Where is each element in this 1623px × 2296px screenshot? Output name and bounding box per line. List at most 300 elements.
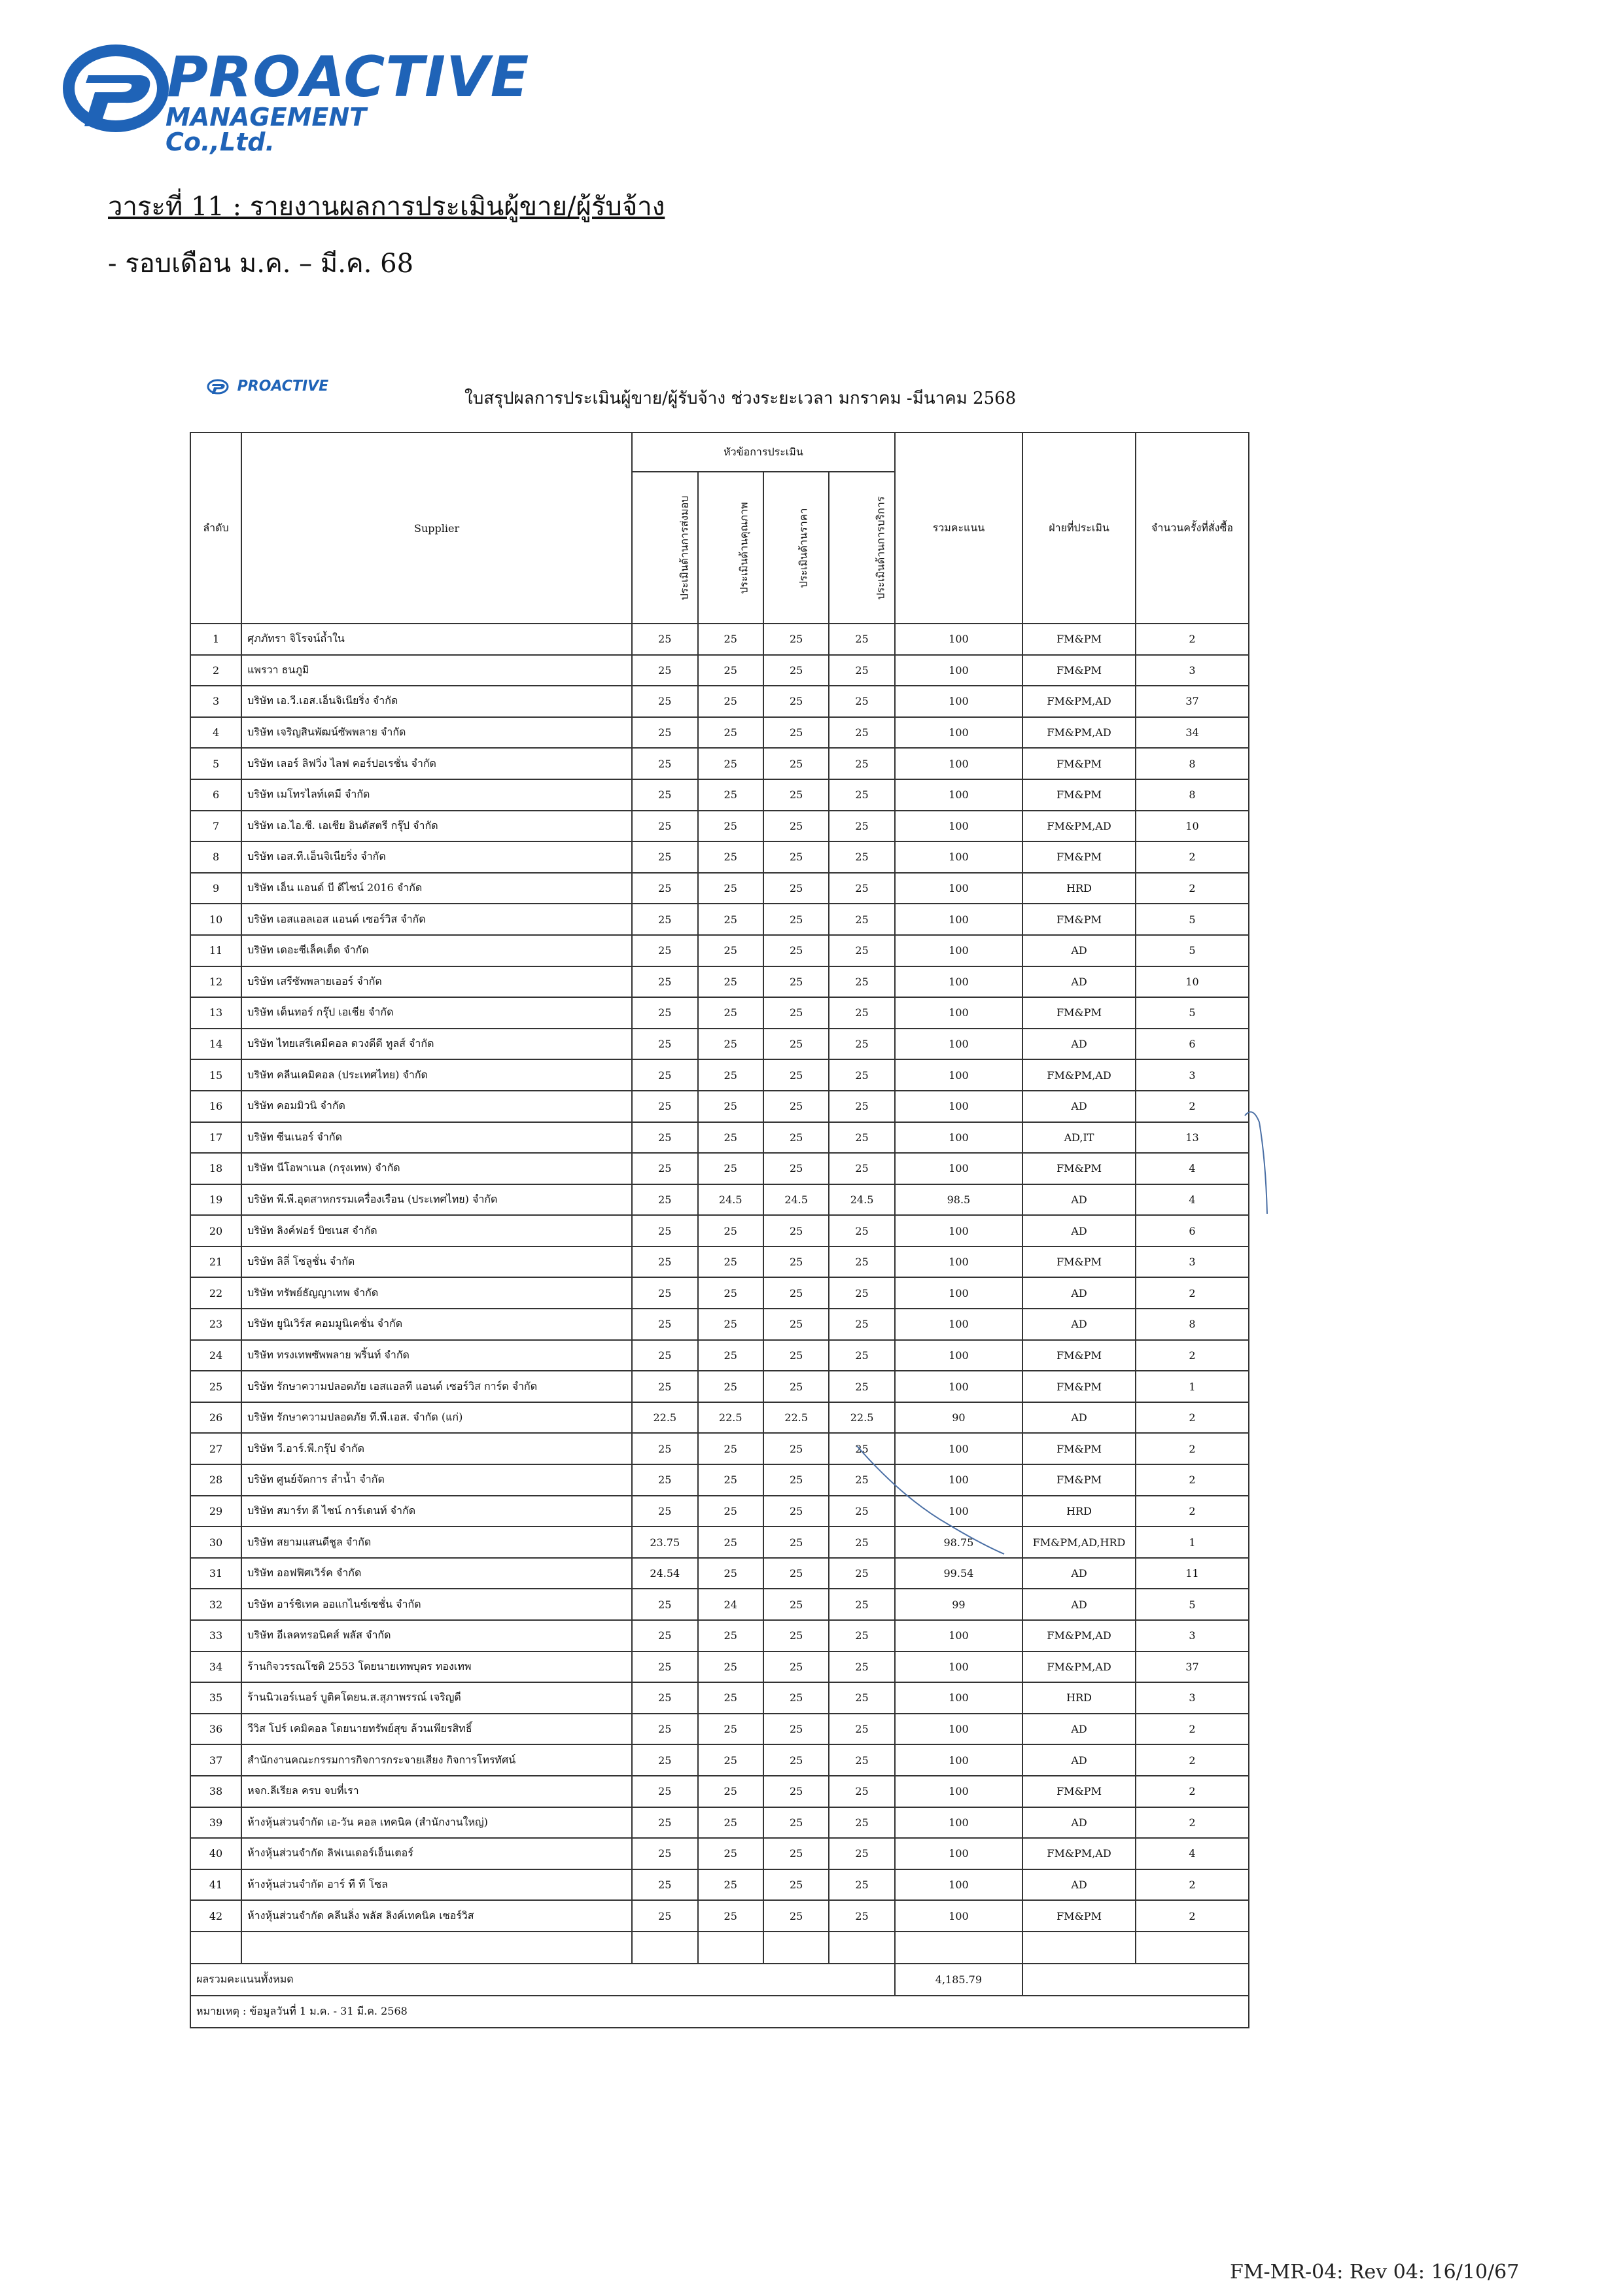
table-row [190, 904, 1249, 935]
row-score-price: 25 [763, 873, 829, 904]
row-department: AD [1022, 1402, 1136, 1434]
row-score-quality: 25 [698, 935, 763, 966]
table-row [190, 1153, 1249, 1184]
row-supplier: บริษัท ศูนย์จัดการ ลำน้ำ จำกัด [241, 1464, 632, 1496]
row-score-delivery: 25 [632, 1838, 697, 1869]
row-score-quality: 25 [698, 1246, 763, 1278]
row-total: 100 [895, 1744, 1022, 1776]
row-orders: 1 [1136, 1371, 1249, 1402]
row-no: 11 [190, 935, 241, 966]
row-orders: 8 [1136, 1309, 1249, 1340]
row-department: FM&PM,AD [1022, 1620, 1136, 1651]
row-orders: 37 [1136, 1651, 1249, 1683]
row-score-price: 25 [763, 1371, 829, 1402]
row-score-delivery: 25 [632, 1153, 697, 1184]
row-score-price: 25 [763, 1153, 829, 1184]
row-orders: 2 [1136, 873, 1249, 904]
row-score-service: 25 [829, 686, 894, 717]
criteria-label-quality: ประเมินด้านคุณภาพ [737, 501, 750, 594]
row-total: 100 [895, 1059, 1022, 1091]
row-no: 27 [190, 1433, 241, 1464]
row-department: FM&PM [1022, 1900, 1136, 1932]
row-score-service: 25 [829, 1153, 894, 1184]
row-orders: 8 [1136, 748, 1249, 779]
row-no: 12 [190, 966, 241, 998]
blank-cell [241, 1932, 632, 1964]
row-score-delivery: 25 [632, 811, 697, 842]
row-score-service: 25 [829, 1309, 894, 1340]
row-no: 40 [190, 1838, 241, 1869]
row-supplier: บริษัท เอสแอลเอส แอนด์ เซอร์วิส จำกัด [241, 904, 632, 935]
table-row [190, 1869, 1249, 1901]
row-score-price: 25 [763, 1464, 829, 1496]
criteria-label-price: ประเมินด้านราคา [797, 508, 810, 588]
row-department: AD,IT [1022, 1122, 1136, 1154]
row-score-quality: 25 [698, 1277, 763, 1309]
table-row [190, 748, 1249, 779]
row-supplier: บริษัท ทรงเทพซัพพลาย พริ้นท์ จำกัด [241, 1340, 632, 1371]
row-score-delivery: 25 [632, 1651, 697, 1683]
agenda-title: วาระที่ 11 : รายงานผลการประเมินผู้ขาย/ผู้รับจ้าง [108, 192, 665, 222]
row-score-delivery: 25 [632, 1309, 697, 1340]
row-supplier: บริษัท นีโอพาเนล (กรุงเทพ) จำกัด [241, 1153, 632, 1184]
row-score-price: 25 [763, 1340, 829, 1371]
row-score-quality: 25 [698, 1496, 763, 1527]
row-no: 35 [190, 1682, 241, 1714]
row-supplier: หจก.ลีเรียล ครบ จบที่เรา [241, 1776, 632, 1807]
row-score-delivery: 25 [632, 1496, 697, 1527]
row-score-delivery: 25 [632, 1464, 697, 1496]
row-department: FM&PM [1022, 904, 1136, 935]
row-score-price: 25 [763, 966, 829, 998]
row-orders: 4 [1136, 1184, 1249, 1216]
row-score-quality: 25 [698, 1059, 763, 1091]
row-score-delivery: 25 [632, 1776, 697, 1807]
row-orders: 2 [1136, 1340, 1249, 1371]
sheet-header [190, 373, 1249, 429]
table-row [190, 1589, 1249, 1620]
summary-section [190, 1932, 1249, 2028]
row-orders: 8 [1136, 779, 1249, 811]
row-score-quality: 25 [698, 1091, 763, 1122]
row-score-price: 25 [763, 1807, 829, 1839]
table-row [190, 1433, 1249, 1464]
row-supplier: บริษัท ออฟฟิศเวิร์ค จำกัด [241, 1558, 632, 1589]
row-orders: 10 [1136, 811, 1249, 842]
row-score-quality: 25 [698, 1807, 763, 1839]
row-score-delivery: 25 [632, 748, 697, 779]
row-department: FM&PM,AD,HRD [1022, 1527, 1136, 1558]
row-supplier: บริษัท เอส.ที.เอ็นจิเนียริ่ง จำกัด [241, 841, 632, 873]
row-orders: 3 [1136, 1620, 1249, 1651]
row-score-price: 25 [763, 1091, 829, 1122]
row-score-quality: 25 [698, 1371, 763, 1402]
row-supplier: บริษัท ไทยเสรีเคมีคอล ดวงดีดี ทูลส์ จำกัด [241, 1029, 632, 1060]
evaluation-table [190, 432, 1249, 2028]
row-score-service: 25 [829, 748, 894, 779]
row-no: 3 [190, 686, 241, 717]
table-row [190, 1340, 1249, 1371]
col-header-supplier: Supplier [241, 433, 632, 624]
row-orders: 2 [1136, 1807, 1249, 1839]
row-score-service: 25 [829, 1744, 894, 1776]
reporting-period: - รอบเดือน ม.ค. – มี.ค. 68 [108, 249, 414, 279]
row-orders: 2 [1136, 1900, 1249, 1932]
row-no: 41 [190, 1869, 241, 1901]
row-total: 100 [895, 717, 1022, 749]
row-score-delivery: 25 [632, 1029, 697, 1060]
row-score-delivery: 25 [632, 841, 697, 873]
row-total: 100 [895, 1714, 1022, 1745]
table-row [190, 873, 1249, 904]
row-total: 100 [895, 1215, 1022, 1246]
row-department: FM&PM,AD [1022, 1059, 1136, 1091]
row-supplier: บริษัท ซีนเนอร์ จำกัด [241, 1122, 632, 1154]
row-no: 7 [190, 811, 241, 842]
row-score-quality: 25 [698, 717, 763, 749]
row-no: 24 [190, 1340, 241, 1371]
row-supplier: วีวิส โปร์ เคมิคอล โดยนายทรัพย์สุข ล้วนเพียรสิทธิ์ [241, 1714, 632, 1745]
row-department: AD [1022, 1807, 1136, 1839]
row-supplier: สำนักงานคณะกรรมการกิจการกระจายเสียง กิจการโทรทัศน์ [241, 1744, 632, 1776]
table-row [190, 1371, 1249, 1402]
row-total: 100 [895, 1433, 1022, 1464]
row-orders: 5 [1136, 904, 1249, 935]
row-score-delivery: 25 [632, 997, 697, 1029]
row-score-price: 25 [763, 1838, 829, 1869]
row-department: FM&PM,AD [1022, 717, 1136, 749]
row-no: 37 [190, 1744, 241, 1776]
row-no: 30 [190, 1527, 241, 1558]
row-department: FM&PM,AD [1022, 686, 1136, 717]
row-score-price: 25 [763, 1589, 829, 1620]
row-department: FM&PM [1022, 1776, 1136, 1807]
row-score-price: 25 [763, 1620, 829, 1651]
row-score-price: 25 [763, 1277, 829, 1309]
row-score-delivery: 25 [632, 1184, 697, 1216]
blank-cell [829, 1932, 894, 1964]
row-score-quality: 25 [698, 1029, 763, 1060]
row-department: HRD [1022, 1682, 1136, 1714]
row-orders: 3 [1136, 1246, 1249, 1278]
row-score-quality: 25 [698, 1464, 763, 1496]
row-orders: 2 [1136, 1402, 1249, 1434]
row-score-quality: 25 [698, 1776, 763, 1807]
row-score-delivery: 25 [632, 624, 697, 655]
col-header-criteria-group: หัวข้อการประเมิน [632, 433, 895, 472]
sheet-logo-text: PROACTIVE [237, 378, 329, 395]
row-score-delivery: 25 [632, 1682, 697, 1714]
row-supplier: บริษัท เอ.วี.เอส.เอ็นจิเนียริ่ง จำกัด [241, 686, 632, 717]
row-department: FM&PM [1022, 779, 1136, 811]
row-orders: 37 [1136, 686, 1249, 717]
row-score-quality: 25 [698, 997, 763, 1029]
row-orders: 3 [1136, 1682, 1249, 1714]
row-department: FM&PM [1022, 1464, 1136, 1496]
row-department: FM&PM [1022, 748, 1136, 779]
row-score-quality: 24 [698, 1589, 763, 1620]
row-total: 100 [895, 779, 1022, 811]
row-department: AD [1022, 1869, 1136, 1901]
row-total: 100 [895, 1277, 1022, 1309]
row-no: 22 [190, 1277, 241, 1309]
row-supplier: บริษัท พี.พี.อุตสาหกรรมเครื่องเรือน (ประเทศไทย) จำกัด [241, 1184, 632, 1216]
row-department: AD [1022, 1309, 1136, 1340]
criteria-label-service: ประเมินด้านการบริการ [874, 496, 887, 599]
row-department: AD [1022, 1589, 1136, 1620]
row-score-quality: 25 [698, 1527, 763, 1558]
table-row [190, 1309, 1249, 1340]
row-total: 100 [895, 1340, 1022, 1371]
row-score-price: 25 [763, 655, 829, 686]
row-supplier: บริษัท อาร์ชิเทค ออแกไนซ์เซชั่น จำกัด [241, 1589, 632, 1620]
row-department: AD [1022, 1558, 1136, 1589]
row-score-price: 25 [763, 1215, 829, 1246]
row-score-price: 25 [763, 1682, 829, 1714]
row-total: 90 [895, 1402, 1022, 1434]
row-score-delivery: 25 [632, 1620, 697, 1651]
blank-row [190, 1932, 1249, 1964]
row-score-price: 25 [763, 1776, 829, 1807]
table-row [190, 1714, 1249, 1745]
row-orders: 2 [1136, 1433, 1249, 1464]
row-supplier: บริษัท เจริญสินพัฒน์ซัพพลาย จำกัด [241, 717, 632, 749]
row-score-delivery: 25 [632, 1340, 697, 1371]
row-orders: 34 [1136, 717, 1249, 749]
row-orders: 2 [1136, 1744, 1249, 1776]
row-score-delivery: 25 [632, 1246, 697, 1278]
row-department: AD [1022, 966, 1136, 998]
row-total: 100 [895, 997, 1022, 1029]
row-score-price: 25 [763, 1558, 829, 1589]
proactive-small-emblem-icon [206, 378, 232, 395]
row-orders: 2 [1136, 1869, 1249, 1901]
row-score-quality: 25 [698, 1651, 763, 1683]
row-department: HRD [1022, 1496, 1136, 1527]
row-no: 19 [190, 1184, 241, 1216]
row-department: HRD [1022, 873, 1136, 904]
row-score-service: 24.5 [829, 1184, 894, 1216]
row-score-service: 25 [829, 655, 894, 686]
row-supplier: บริษัท รักษาความปลอดภัย เอสแอลที แอนด์ เซอร์วิส การ์ด จำกัด [241, 1371, 632, 1402]
row-score-delivery: 25 [632, 873, 697, 904]
table-row [190, 966, 1249, 998]
row-score-delivery: 25 [632, 655, 697, 686]
row-score-delivery: 25 [632, 904, 697, 935]
row-supplier: แพรวา ธนภูมิ [241, 655, 632, 686]
row-score-service: 25 [829, 624, 894, 655]
row-score-service: 25 [829, 717, 894, 749]
row-orders: 5 [1136, 935, 1249, 966]
row-score-delivery: 25 [632, 1059, 697, 1091]
row-score-price: 25 [763, 841, 829, 873]
row-total: 100 [895, 1464, 1022, 1496]
handwritten-stroke-mark [850, 1439, 1007, 1570]
row-score-price: 25 [763, 1496, 829, 1527]
row-total: 99 [895, 1589, 1022, 1620]
row-score-delivery: 24.54 [632, 1558, 697, 1589]
row-no: 6 [190, 779, 241, 811]
row-orders: 4 [1136, 1838, 1249, 1869]
row-department: FM&PM [1022, 1371, 1136, 1402]
row-orders: 5 [1136, 1589, 1249, 1620]
row-orders: 4 [1136, 1153, 1249, 1184]
row-supplier: บริษัท รักษาความปลอดภัย ที.พี.เอส. จำกัด (แก่) [241, 1402, 632, 1434]
row-total: 100 [895, 873, 1022, 904]
row-score-price: 25 [763, 811, 829, 842]
row-orders: 2 [1136, 624, 1249, 655]
row-total: 100 [895, 686, 1022, 717]
row-total: 100 [895, 1122, 1022, 1154]
table-row [190, 686, 1249, 717]
row-score-service: 25 [829, 1340, 894, 1371]
table-row [190, 1402, 1249, 1434]
table-row [190, 1651, 1249, 1683]
row-supplier: บริษัท ทรัพย์ธัญญาเทพ จำกัด [241, 1277, 632, 1309]
row-department: AD [1022, 1714, 1136, 1745]
row-score-delivery: 25 [632, 779, 697, 811]
row-supplier: ศุภภัทรา จิโรจน์ถ้ำใน [241, 624, 632, 655]
row-no: 31 [190, 1558, 241, 1589]
row-score-service: 25 [829, 1869, 894, 1901]
table-row [190, 1091, 1249, 1122]
row-no: 28 [190, 1464, 241, 1496]
grand-total-label: ผลรวมคะแนนทั้งหมด [190, 1964, 895, 1996]
row-department: AD [1022, 1277, 1136, 1309]
row-no: 13 [190, 997, 241, 1029]
row-no: 33 [190, 1620, 241, 1651]
row-no: 2 [190, 655, 241, 686]
row-score-service: 25 [829, 966, 894, 998]
row-score-service: 25 [829, 1558, 894, 1589]
table-row [190, 1464, 1249, 1496]
row-department: FM&PM [1022, 997, 1136, 1029]
row-score-delivery: 22.5 [632, 1402, 697, 1434]
row-score-price: 25 [763, 1900, 829, 1932]
row-score-service: 25 [829, 1620, 894, 1651]
table-row [190, 1744, 1249, 1776]
row-score-quality: 25 [698, 686, 763, 717]
row-score-service: 25 [829, 1776, 894, 1807]
sheet-logo [206, 378, 328, 395]
criteria-label-delivery: ประเมินด้านการส่งมอบ [678, 495, 691, 600]
row-score-quality: 25 [698, 1122, 763, 1154]
table-row [190, 1900, 1249, 1932]
col-header-department: ฝ่ายที่ประเมิน [1022, 433, 1136, 624]
row-score-service: 25 [829, 811, 894, 842]
row-supplier: บริษัท เดอะซีเล็คเต็ด จำกัด [241, 935, 632, 966]
row-orders: 10 [1136, 966, 1249, 998]
row-supplier: บริษัท สมาร์ท ดี ไซน์ การ์เดนท์ จำกัด [241, 1496, 632, 1527]
row-score-delivery: 25 [632, 686, 697, 717]
row-orders: 6 [1136, 1029, 1249, 1060]
row-score-service: 25 [829, 779, 894, 811]
row-score-price: 25 [763, 1527, 829, 1558]
row-score-quality: 25 [698, 1869, 763, 1901]
table-row [190, 811, 1249, 842]
row-supplier: บริษัท เอ็น แอนด์ บี ดีไซน์ 2016 จำกัด [241, 873, 632, 904]
row-total: 100 [895, 1651, 1022, 1683]
blank-cell [763, 1932, 829, 1964]
row-orders: 2 [1136, 1496, 1249, 1527]
table-row [190, 841, 1249, 873]
row-score-delivery: 25 [632, 1091, 697, 1122]
row-score-delivery: 25 [632, 1122, 697, 1154]
row-score-price: 22.5 [763, 1402, 829, 1434]
row-supplier: ห้างหุ้นส่วนจำกัด เอ-วัน คอล เทคนิค (สำนักงานใหญ่) [241, 1807, 632, 1839]
remark-row [190, 1996, 1249, 2028]
row-score-price: 25 [763, 779, 829, 811]
table-row [190, 1059, 1249, 1091]
row-no: 42 [190, 1900, 241, 1932]
row-total: 100 [895, 1900, 1022, 1932]
row-orders: 3 [1136, 655, 1249, 686]
row-score-quality: 25 [698, 748, 763, 779]
row-department: FM&PM [1022, 1246, 1136, 1278]
blank-cell [190, 1932, 241, 1964]
row-orders: 2 [1136, 1714, 1249, 1745]
row-orders: 2 [1136, 1464, 1249, 1496]
row-score-service: 25 [829, 1714, 894, 1745]
row-orders: 1 [1136, 1527, 1249, 1558]
remark-text: หมายเหตุ : ข้อมูลวันที่ 1 ม.ค. - 31 มี.ค. 2568 [190, 1996, 1249, 2028]
row-score-service: 25 [829, 904, 894, 935]
row-score-quality: 25 [698, 873, 763, 904]
row-supplier: บริษัท คอมมิวนิ จำกัด [241, 1091, 632, 1122]
row-no: 1 [190, 624, 241, 655]
row-score-service: 25 [829, 1029, 894, 1060]
table-row [190, 1277, 1249, 1309]
row-no: 4 [190, 717, 241, 749]
row-score-price: 25 [763, 717, 829, 749]
row-no: 8 [190, 841, 241, 873]
row-score-service: 25 [829, 1122, 894, 1154]
row-score-service: 25 [829, 1215, 894, 1246]
row-total: 100 [895, 1776, 1022, 1807]
row-score-quality: 25 [698, 1215, 763, 1246]
handwritten-check-mark [1240, 1103, 1279, 1220]
row-total: 100 [895, 1371, 1022, 1402]
row-score-quality: 25 [698, 841, 763, 873]
row-supplier: บริษัท สยามแสนดีชูล จำกัด [241, 1527, 632, 1558]
col-header-orders: จำนวนครั้งที่สั่งซื้อ [1136, 433, 1249, 624]
row-score-delivery: 25 [632, 1744, 697, 1776]
row-total: 98.5 [895, 1184, 1022, 1216]
proactive-emblem-icon [62, 43, 173, 134]
row-supplier: บริษัท เสรีซัพพลายเออร์ จำกัด [241, 966, 632, 998]
row-score-delivery: 25 [632, 1589, 697, 1620]
row-score-delivery: 25 [632, 1277, 697, 1309]
table-row [190, 1838, 1249, 1869]
row-no: 15 [190, 1059, 241, 1091]
table-row [190, 997, 1249, 1029]
row-score-quality: 25 [698, 811, 763, 842]
row-score-quality: 25 [698, 1153, 763, 1184]
row-score-service: 25 [829, 1527, 894, 1558]
table-row [190, 624, 1249, 655]
row-score-quality: 25 [698, 1309, 763, 1340]
row-score-delivery: 25 [632, 1371, 697, 1402]
row-score-price: 25 [763, 1246, 829, 1278]
row-score-service: 25 [829, 873, 894, 904]
row-total: 100 [895, 624, 1022, 655]
row-score-quality: 25 [698, 1620, 763, 1651]
row-total: 100 [895, 655, 1022, 686]
row-orders: 2 [1136, 1776, 1249, 1807]
row-score-delivery: 25 [632, 717, 697, 749]
row-no: 34 [190, 1651, 241, 1683]
row-department: AD [1022, 1744, 1136, 1776]
